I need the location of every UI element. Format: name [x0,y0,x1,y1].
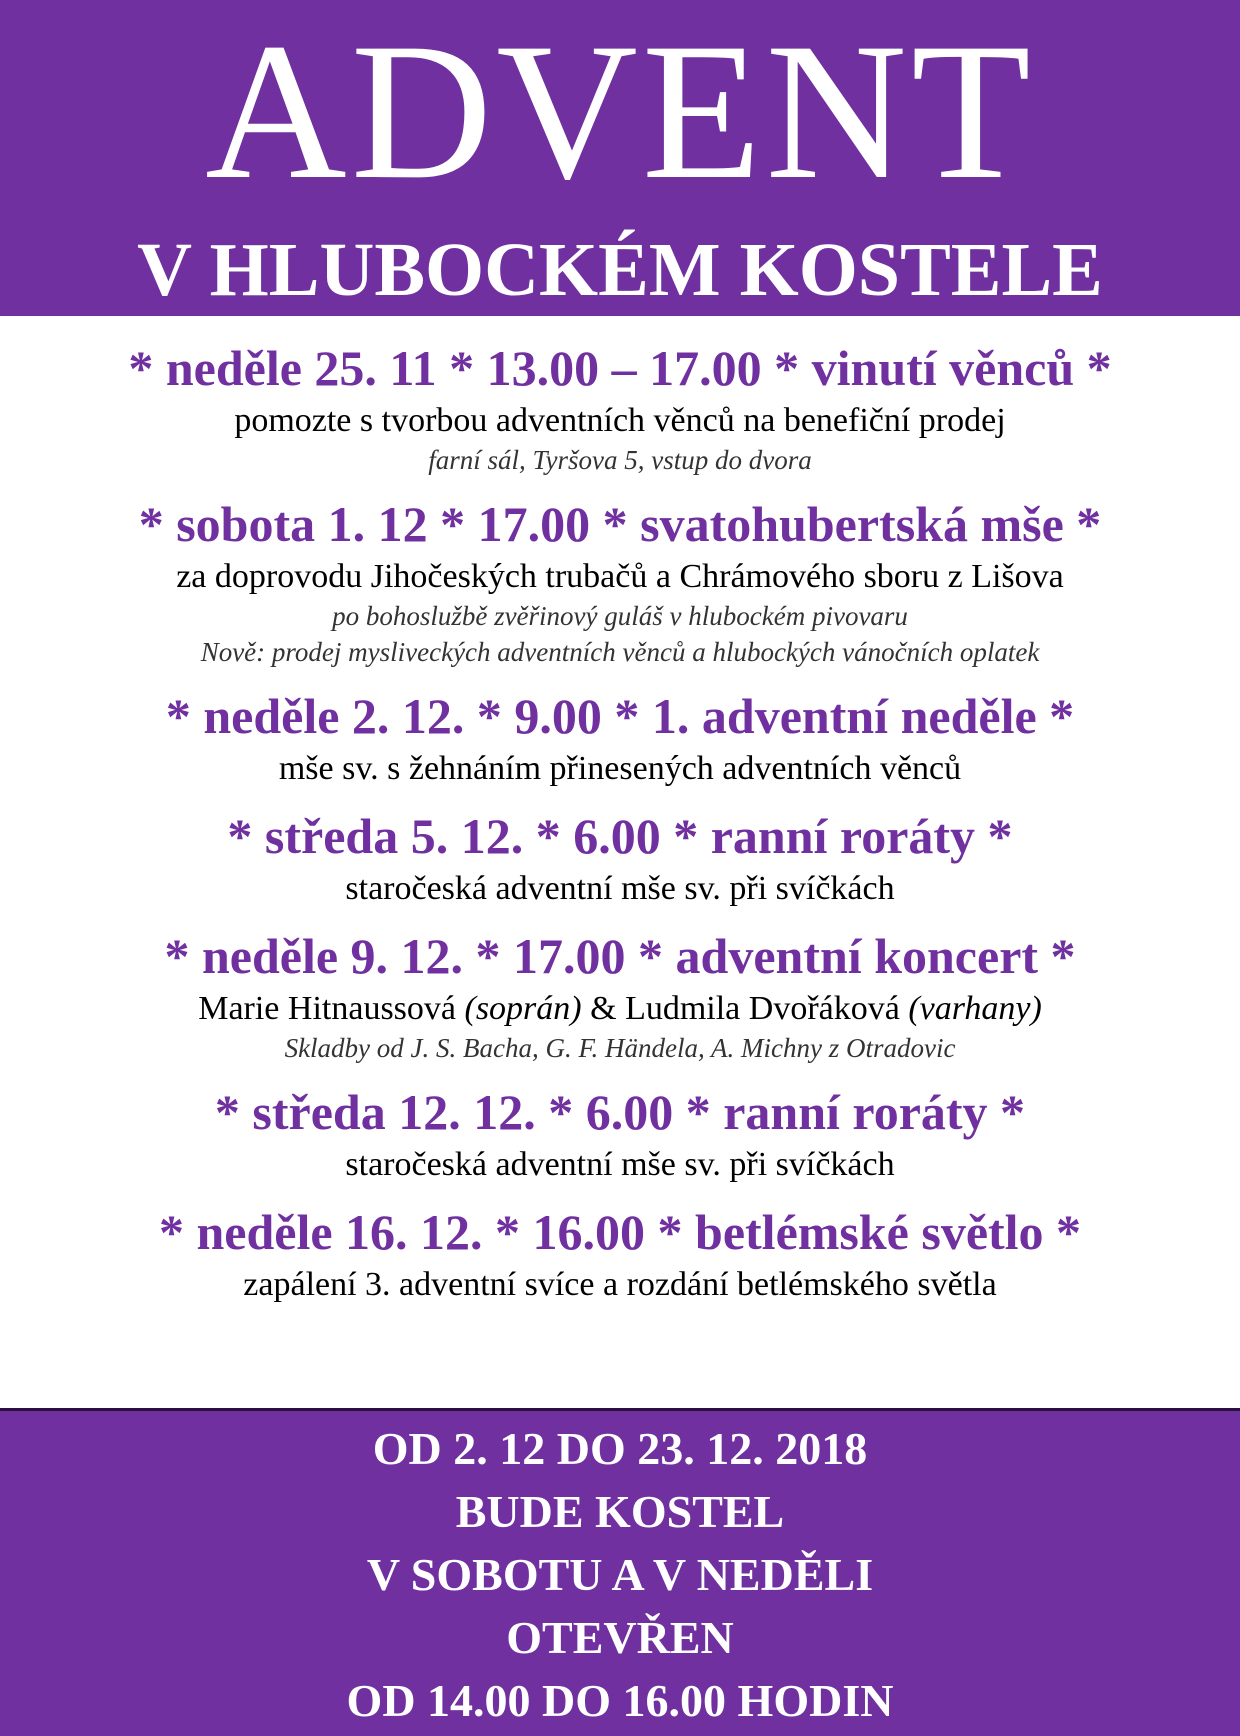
event-item [0,684,1240,790]
performer-name: Marie Hitnaussová [198,990,456,1027]
performer-role: (varhany) [908,990,1042,1027]
event-description: staročeská adventní mše sv. při svíčkách [345,1146,895,1183]
event-item [0,1200,1240,1306]
event-heading: * sobota 1. 12 * 17.00 * svatohubertská mše * [138,496,1102,552]
event-list [0,316,1240,1408]
event-heading: * neděle 25. 11 * 13.00 – 17.00 * vinutí věnců * [128,340,1112,396]
opening-hours-line: OD 2. 12 DO 23. 12. 2018 [372,1423,868,1474]
event-performers [0,988,1240,1030]
performer-role: (soprán) [464,990,582,1027]
event-heading: * neděle 9. 12. * 17.00 * adventní koncert * [164,928,1076,984]
event-item [0,492,1240,670]
event-note: farní sál, Tyršova 5, vstup do dvora [428,445,812,475]
event-description: pomozte s tvorbou adventních věnců na benefiční prodej [234,402,1006,439]
header-banner [0,0,1240,316]
opening-hours-line: OD 14.00 DO 16.00 HODIN [346,1675,894,1726]
opening-hours-line: V SOBOTU A V NEDĚLI [366,1549,874,1600]
opening-hours-banner [0,1408,1240,1736]
ampersand: & [590,990,617,1027]
poster-subtitle: V HLUBOCKÉM KOSTELE [137,228,1103,312]
opening-hours-line: BUDE KOSTEL [455,1486,785,1537]
performer-name: Ludmila Dvořáková [625,990,900,1027]
event-description: zapálení 3. adventní svíce a rozdání betlémského světla [243,1266,997,1303]
event-heading: * neděle 2. 12. * 9.00 * 1. adventní neděle * [165,688,1075,744]
event-note: Skladby od J. S. Bacha, G. F. Händela, A. Michny z Otradovic [284,1033,956,1063]
event-note: Nově: prodej mysliveckých adventních věnců a hlubockých vánočních oplatek [200,637,1040,667]
event-note: po bohoslužbě zvěřinový guláš v hlubockém pivovaru [332,601,908,631]
event-heading: * středa 5. 12. * 6.00 * ranní roráty * [227,808,1013,864]
event-item [0,336,1240,478]
opening-hours-line: OTEVŘEN [506,1612,734,1663]
event-item [0,804,1240,910]
event-description: staročeská adventní mše sv. při svíčkách [345,870,895,907]
event-item [0,924,1240,1066]
event-heading: * středa 12. 12. * 6.00 * ranní roráty * [214,1084,1026,1140]
event-description: za doprovodu Jihočeských trubačů a Chrámového sboru z Lišova [176,558,1064,595]
event-item [0,1080,1240,1186]
poster-title: ADVENT [205,3,1035,220]
event-heading: * neděle 16. 12. * 16.00 * betlémské světlo * [158,1204,1082,1260]
event-description: mše sv. s žehnáním přinesených adventních věnců [278,750,962,787]
